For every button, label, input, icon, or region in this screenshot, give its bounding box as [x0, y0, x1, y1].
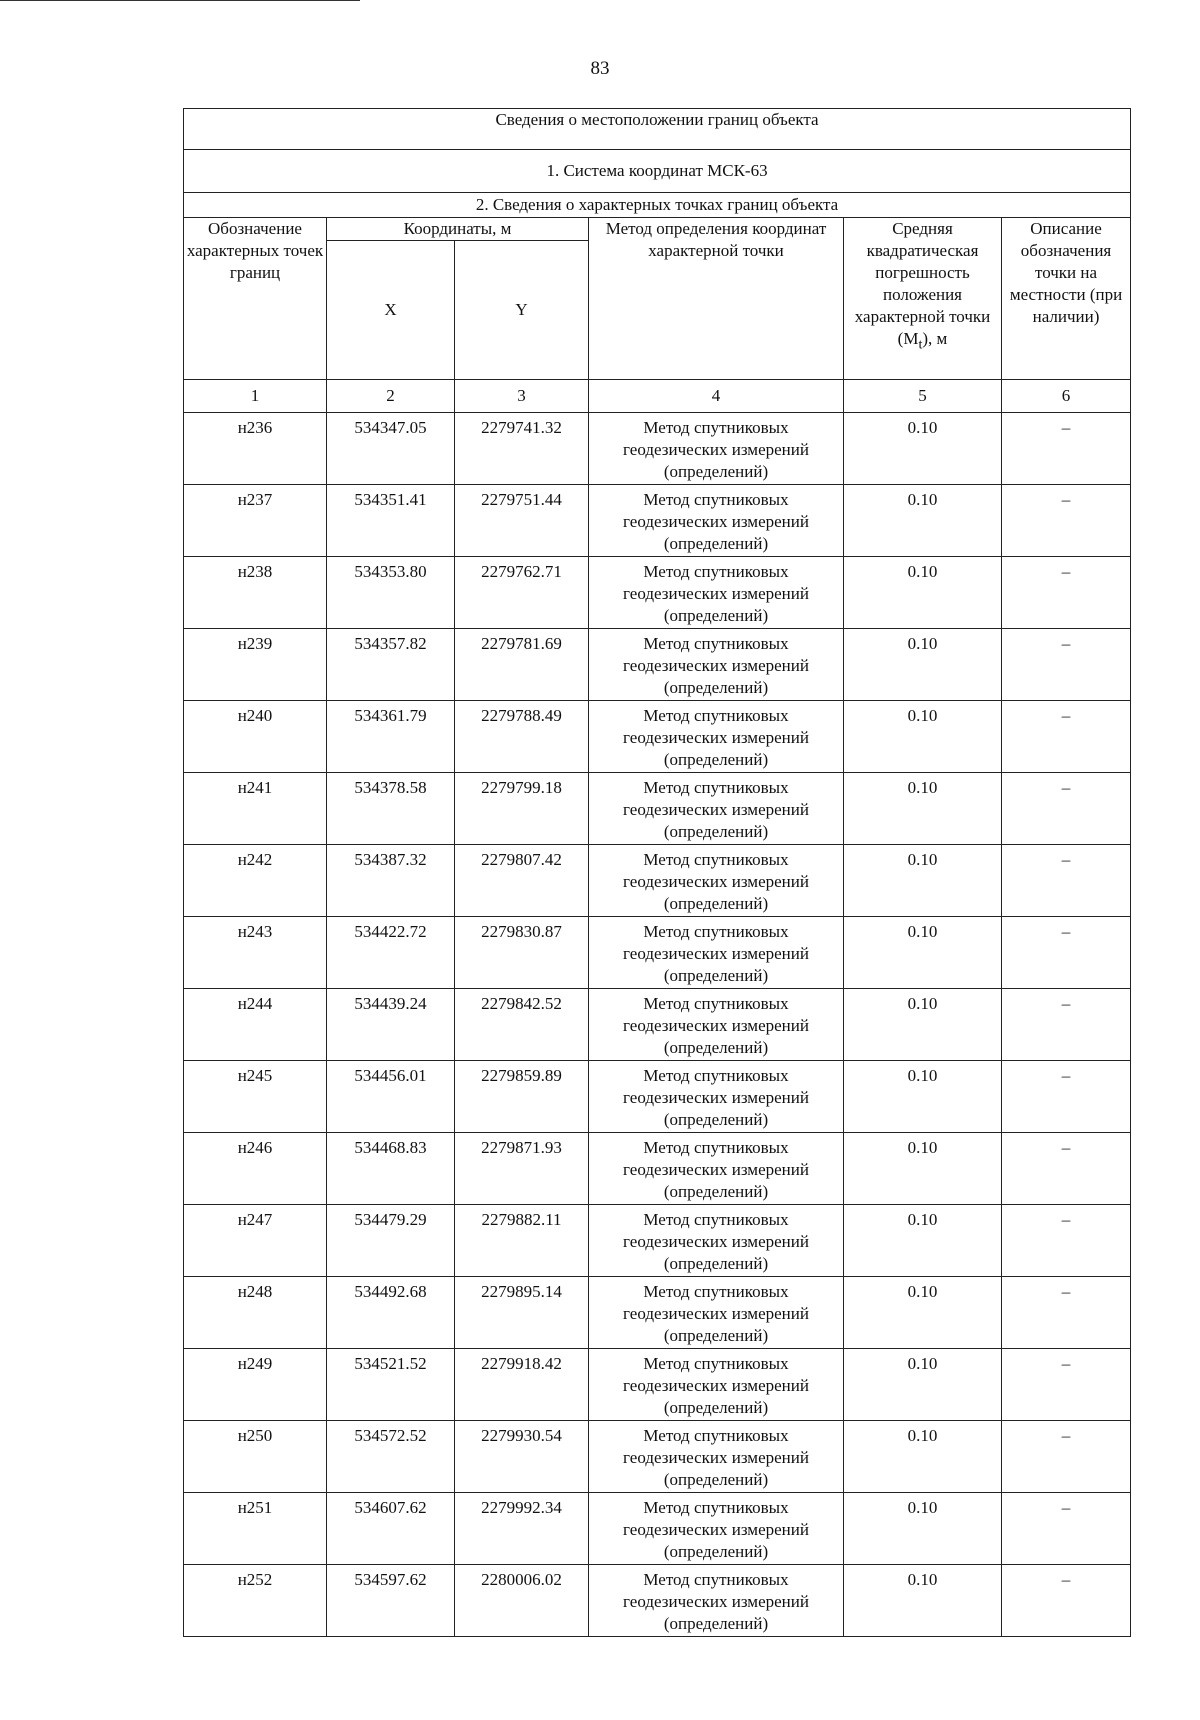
- description: –: [1002, 989, 1131, 1061]
- error-value: 0.10: [844, 485, 1002, 557]
- coord-y: 2279895.14: [455, 1277, 589, 1349]
- table-row: [184, 1565, 1131, 1637]
- description: –: [1002, 773, 1131, 845]
- error-value: 0.10: [844, 629, 1002, 701]
- table-row: [184, 1205, 1131, 1277]
- coord-x: 534468.83: [327, 1133, 455, 1205]
- point-id: н245: [184, 1061, 327, 1133]
- table-row: [184, 1277, 1131, 1349]
- point-id: н250: [184, 1421, 327, 1493]
- coord-x: 534353.80: [327, 557, 455, 629]
- description: –: [1002, 1349, 1131, 1421]
- table-row: [184, 413, 1131, 485]
- error-value: 0.10: [844, 1061, 1002, 1133]
- header-error: Средняя квадратическая погрешность положения характерной точки $(M_t)$, м: [844, 218, 1002, 380]
- column-number: 4: [589, 380, 844, 413]
- error-value: 0.10: [844, 557, 1002, 629]
- point-id: н241: [184, 773, 327, 845]
- point-id: н240: [184, 701, 327, 773]
- point-id: н248: [184, 1277, 327, 1349]
- coord-y: 2279992.34: [455, 1493, 589, 1565]
- coord-y: 2279830.87: [455, 917, 589, 989]
- coord-y: 2279859.89: [455, 1061, 589, 1133]
- table-row: [184, 1349, 1131, 1421]
- coordinate-system: 1. Система координат МСК-63: [184, 150, 1131, 193]
- table-row: [184, 1493, 1131, 1565]
- description: –: [1002, 413, 1131, 485]
- method: Метод спутниковых геодезических измерений (определений): [589, 917, 844, 989]
- coord-x: 534439.24: [327, 989, 455, 1061]
- column-number: 3: [455, 380, 589, 413]
- method: Метод спутниковых геодезических измерений (определений): [589, 989, 844, 1061]
- coord-y: 2279807.42: [455, 845, 589, 917]
- point-id: н251: [184, 1493, 327, 1565]
- description: –: [1002, 1421, 1131, 1493]
- header-x: X: [327, 241, 455, 380]
- method: Метод спутниковых геодезических измерений (определений): [589, 1205, 844, 1277]
- method: Метод спутниковых геодезических измерений (определений): [589, 413, 844, 485]
- coord-x: 534479.29: [327, 1205, 455, 1277]
- coord-x: 534572.52: [327, 1421, 455, 1493]
- method: Метод спутниковых геодезических измерений (определений): [589, 1421, 844, 1493]
- table-row: [184, 1421, 1131, 1493]
- top-rule: [0, 0, 360, 1]
- point-id: н247: [184, 1205, 327, 1277]
- description: –: [1002, 629, 1131, 701]
- method: Метод спутниковых геодезических измерений (определений): [589, 1061, 844, 1133]
- description: –: [1002, 1565, 1131, 1637]
- header-point-designation: Обозначение характерных точек границ: [184, 218, 327, 380]
- error-value: 0.10: [844, 1205, 1002, 1277]
- coord-x: 534357.82: [327, 629, 455, 701]
- table-row: [184, 1133, 1131, 1205]
- coord-x: 534361.79: [327, 701, 455, 773]
- table-row: [184, 557, 1131, 629]
- coord-y: 2279871.93: [455, 1133, 589, 1205]
- error-value: 0.10: [844, 1133, 1002, 1205]
- description: –: [1002, 1133, 1131, 1205]
- coord-x: 534351.41: [327, 485, 455, 557]
- table-row: [184, 845, 1131, 917]
- table-row: [184, 485, 1131, 557]
- coord-x: 534422.72: [327, 917, 455, 989]
- coord-x: 534347.05: [327, 413, 455, 485]
- coord-x: 534378.58: [327, 773, 455, 845]
- point-id: н252: [184, 1565, 327, 1637]
- header-coordinates: Координаты, м: [327, 218, 589, 241]
- header-description: Описание обозначения точки на местности (при наличии): [1002, 218, 1131, 380]
- column-number: 2: [327, 380, 455, 413]
- method: Метод спутниковых геодезических измерений (определений): [589, 845, 844, 917]
- coord-y: 2279762.71: [455, 557, 589, 629]
- description: –: [1002, 1277, 1131, 1349]
- section-title: 2. Сведения о характерных точках границ объекта: [184, 193, 1131, 218]
- description: –: [1002, 1205, 1131, 1277]
- table-row: [184, 989, 1131, 1061]
- table-row: [184, 917, 1131, 989]
- description: –: [1002, 485, 1131, 557]
- header-y: Y: [455, 241, 589, 380]
- point-id: н237: [184, 485, 327, 557]
- document-title: Сведения о местоположении границ объекта: [184, 109, 1131, 150]
- coord-x: 534456.01: [327, 1061, 455, 1133]
- point-id: н243: [184, 917, 327, 989]
- error-value: 0.10: [844, 845, 1002, 917]
- coord-x: 534607.62: [327, 1493, 455, 1565]
- error-value: 0.10: [844, 413, 1002, 485]
- coord-y: 2279918.42: [455, 1349, 589, 1421]
- column-number: 6: [1002, 380, 1131, 413]
- coord-y: 2279781.69: [455, 629, 589, 701]
- error-value: 0.10: [844, 773, 1002, 845]
- error-value: 0.10: [844, 1277, 1002, 1349]
- error-value: 0.10: [844, 1565, 1002, 1637]
- description: –: [1002, 917, 1131, 989]
- method: Метод спутниковых геодезических измерений (определений): [589, 1133, 844, 1205]
- method: Метод спутниковых геодезических измерений (определений): [589, 629, 844, 701]
- coord-y: 2279799.18: [455, 773, 589, 845]
- coord-y: 2279930.54: [455, 1421, 589, 1493]
- coord-y: 2279751.44: [455, 485, 589, 557]
- page-number: 83: [590, 58, 610, 79]
- table-row: [184, 1061, 1131, 1133]
- method: Метод спутниковых геодезических измерений (определений): [589, 485, 844, 557]
- coord-y: 2280006.02: [455, 1565, 589, 1637]
- coord-x: 534387.32: [327, 845, 455, 917]
- error-value: 0.10: [844, 1421, 1002, 1493]
- coord-x: 534521.52: [327, 1349, 455, 1421]
- error-value: 0.10: [844, 1349, 1002, 1421]
- coord-y: 2279788.49: [455, 701, 589, 773]
- point-id: н244: [184, 989, 327, 1061]
- table-row: [184, 773, 1131, 845]
- method: Метод спутниковых геодезических измерений (определений): [589, 1277, 844, 1349]
- header-method: Метод определения координат характерной точки: [589, 218, 844, 380]
- error-value: 0.10: [844, 1493, 1002, 1565]
- boundary-points-table: [183, 108, 1131, 1637]
- coord-y: 2279741.32: [455, 413, 589, 485]
- point-id: н239: [184, 629, 327, 701]
- description: –: [1002, 701, 1131, 773]
- coord-x: 534597.62: [327, 1565, 455, 1637]
- error-value: 0.10: [844, 917, 1002, 989]
- error-value: 0.10: [844, 701, 1002, 773]
- column-number: 5: [844, 380, 1002, 413]
- error-value: 0.10: [844, 989, 1002, 1061]
- coord-y: 2279842.52: [455, 989, 589, 1061]
- method: Метод спутниковых геодезических измерений (определений): [589, 1565, 844, 1637]
- method: Метод спутниковых геодезических измерений (определений): [589, 557, 844, 629]
- coord-x: 534492.68: [327, 1277, 455, 1349]
- point-id: н236: [184, 413, 327, 485]
- description: –: [1002, 557, 1131, 629]
- method: Метод спутниковых геодезических измерений (определений): [589, 701, 844, 773]
- method: Метод спутниковых геодезических измерений (определений): [589, 773, 844, 845]
- point-id: н242: [184, 845, 327, 917]
- description: –: [1002, 1493, 1131, 1565]
- table-row: [184, 629, 1131, 701]
- method: Метод спутниковых геодезических измерений (определений): [589, 1493, 844, 1565]
- description: –: [1002, 845, 1131, 917]
- method: Метод спутниковых геодезических измерений (определений): [589, 1349, 844, 1421]
- coord-y: 2279882.11: [455, 1205, 589, 1277]
- point-id: н238: [184, 557, 327, 629]
- point-id: н246: [184, 1133, 327, 1205]
- table-row: [184, 701, 1131, 773]
- point-id: н249: [184, 1349, 327, 1421]
- description: –: [1002, 1061, 1131, 1133]
- column-number: 1: [184, 380, 327, 413]
